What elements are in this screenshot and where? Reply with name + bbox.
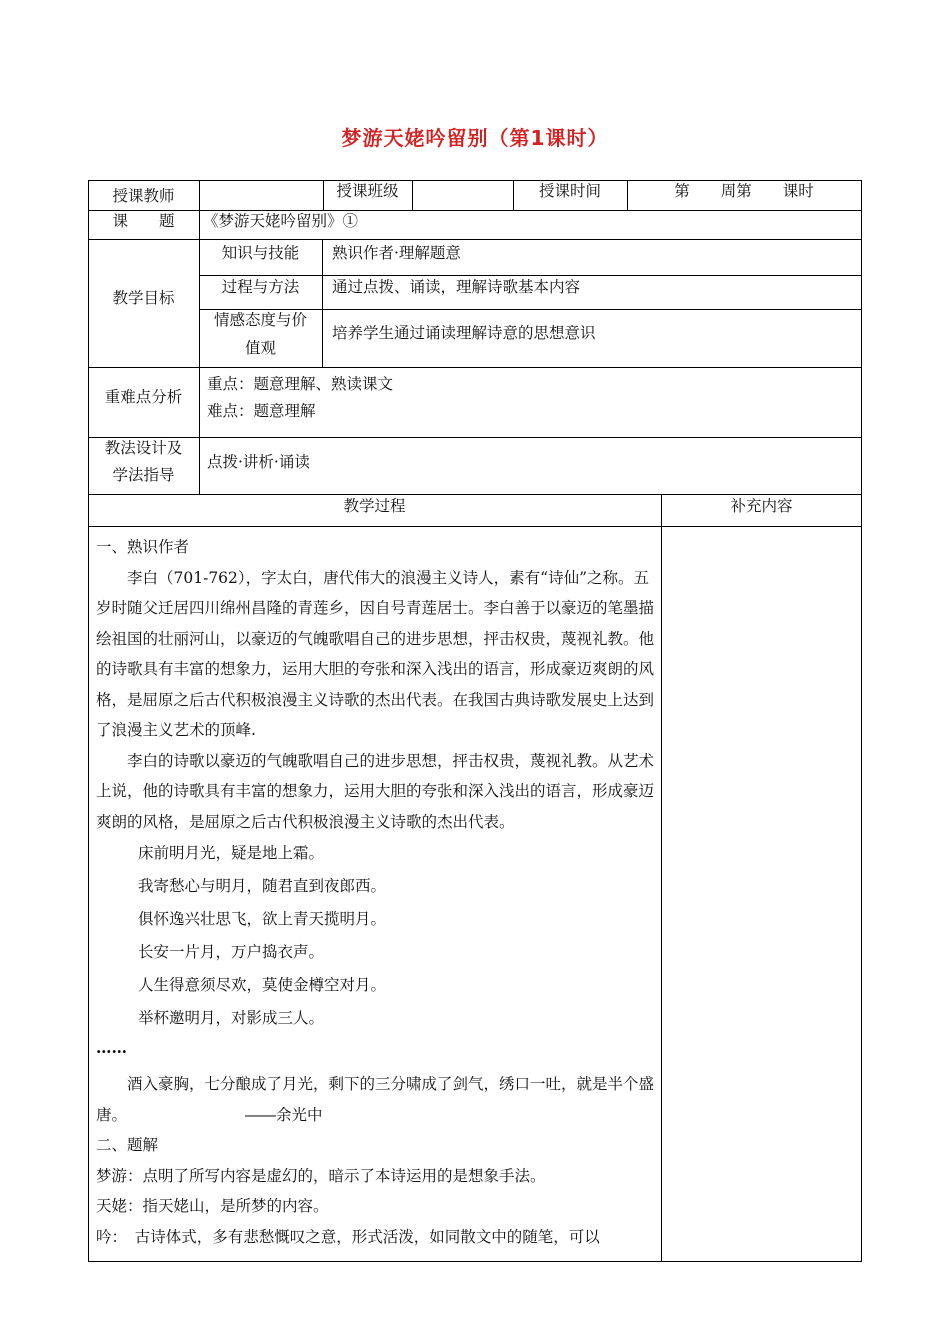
quote-paragraph bbox=[96, 1069, 656, 1130]
explain-yin: 吟： 古诗体式，多有悲愁慨叹之意，形式活泼，如同散文中的随笔，可以 bbox=[96, 1227, 600, 1246]
topic-value: 《梦游天姥吟留别》① bbox=[203, 212, 359, 230]
method-label-1: 教法设计及 bbox=[104, 439, 183, 457]
process-header: 教学过程 bbox=[343, 497, 406, 515]
keypoints-line1: 重点：题意理解、熟读课文 bbox=[207, 375, 394, 393]
time-label: 授课时间 bbox=[538, 182, 601, 200]
goal-process-label: 过程与方法 bbox=[221, 278, 300, 296]
goal-knowledge-value: 熟识作者·理解题意 bbox=[332, 244, 461, 262]
keypoints-label: 重难点分析 bbox=[104, 388, 183, 406]
topic-label: 课 题 bbox=[112, 212, 175, 230]
method-label-2: 学法指导 bbox=[112, 466, 175, 484]
goal-emotion-value: 培养学生通过诵读理解诗意的思想意识 bbox=[332, 324, 596, 342]
quote-text: 酒入豪胸，七分酿成了月光，剩下的三分啸成了剑气，绣口一吐，就是半个盛唐。 bbox=[96, 1075, 655, 1124]
goals-label: 教学目标 bbox=[112, 289, 175, 307]
author-paragraph-2: 李白的诗歌以豪迈的气魄歌唱自己的进步思想，抨击权贵，蔑视礼教。从艺术上说，他的诗歌具有丰富的想象力，运用大胆的夸张和深入浅出的语言，形成豪迈爽朗的风格，是屈原之后古代积极浪漫主义诗歌的杰出代表。 bbox=[96, 751, 655, 831]
time-value: 第 周第 课时 bbox=[674, 182, 814, 200]
poem-line: 床前明月光，疑是地上霜。 bbox=[138, 844, 325, 862]
goal-emotion-label-1: 情感态度与价 bbox=[213, 311, 307, 329]
goal-emotion-label-2: 值观 bbox=[244, 339, 276, 357]
keypoints-line2: 难点：题意理解 bbox=[207, 402, 316, 420]
method-value: 点拨·讲析·诵读 bbox=[207, 453, 310, 471]
goal-process-value: 通过点拨、诵读，理解诗歌基本内容 bbox=[332, 278, 581, 296]
page-title: 梦游天姥吟留别（第1课时） bbox=[341, 126, 609, 150]
section-title-explain: 二、题解 bbox=[96, 1136, 159, 1154]
teacher-label: 授课教师 bbox=[112, 187, 175, 205]
process-body bbox=[96, 532, 656, 1252]
quote-attribution: ――余光中 bbox=[245, 1105, 323, 1124]
poem-line: 长安一片月，万户捣衣声。 bbox=[138, 943, 325, 961]
goal-knowledge-label: 知识与技能 bbox=[221, 244, 300, 262]
ellipsis: …… bbox=[96, 1038, 127, 1057]
poem-line: 举杯邀明月，对影成三人。 bbox=[138, 1009, 325, 1027]
supplement-header: 补充内容 bbox=[730, 497, 793, 515]
poem-line: 我寄愁心与明月，随君直到夜郎西。 bbox=[138, 877, 387, 895]
author-paragraph-1: 李白（701-762），字太白，唐代伟大的浪漫主义诗人，素有“诗仙”之称。五岁时随父迁居四川绵州昌隆的青莲乡，因自号青莲居士。李白善于以豪迈的笔墨描绘祖国的壮丽河山，以豪迈的气魄歌唱自己的进步思想，抨击权贵，蔑视礼教。他的诗歌具有丰富的想象力，运用大胆的夸张和深入浅出的语言，形成豪迈爽朗的风格，是屈原之后古代积极浪漫主义诗歌的杰出代表。在我国古典诗歌发展史上达到了浪漫主义艺术的顶峰. bbox=[96, 568, 655, 739]
section-author: 一、熟识作者 bbox=[96, 538, 190, 556]
explain-dream: 梦游：点明了所写内容是虚幻的，暗示了本诗运用的是想象手法。 bbox=[96, 1166, 546, 1185]
poem-line: 俱怀逸兴壮思飞，欲上青天揽明月。 bbox=[138, 910, 387, 928]
explain-tianmu: 天姥：指天姥山，是所梦的内容。 bbox=[96, 1197, 329, 1215]
class-label: 授课班级 bbox=[336, 182, 399, 200]
poem-line: 人生得意须尽欢，莫使金樽空对月。 bbox=[138, 976, 387, 994]
